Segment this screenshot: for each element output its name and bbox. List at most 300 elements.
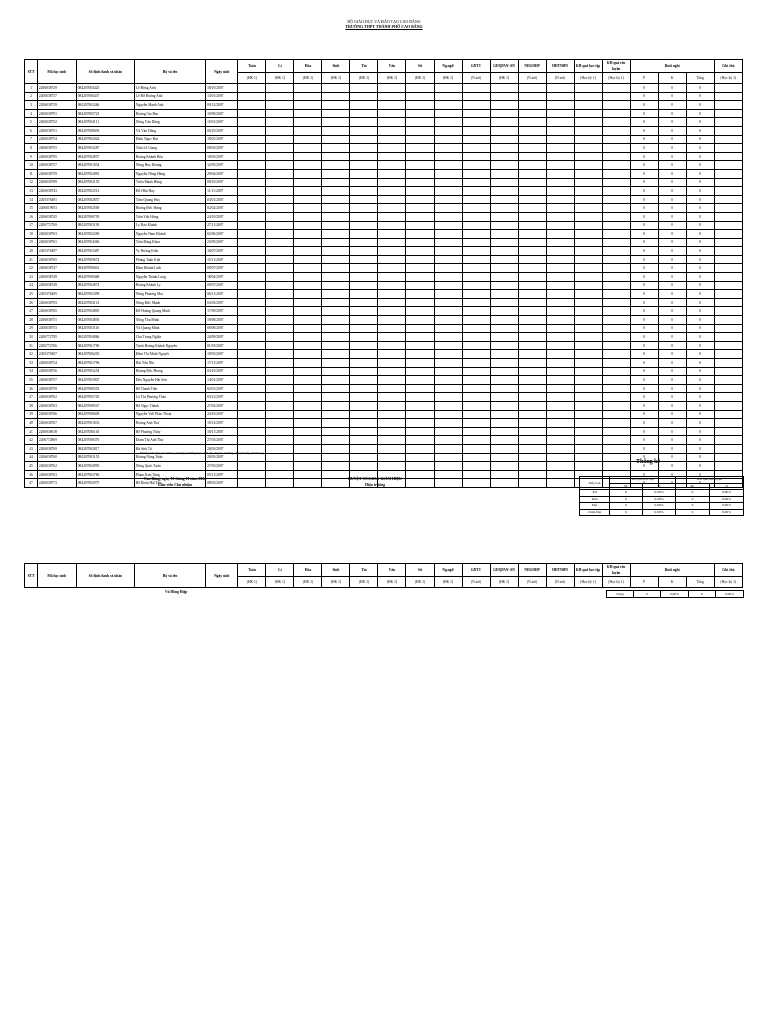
cell-stt: 33 (25, 359, 38, 368)
cell-score (602, 230, 630, 239)
cell-score (266, 316, 294, 325)
cell-score (350, 92, 378, 101)
cell-score (294, 359, 322, 368)
cell-note (714, 462, 742, 471)
cell-score (350, 393, 378, 402)
cell-score (294, 118, 322, 127)
cell-score (574, 238, 602, 247)
cell-score (266, 376, 294, 385)
cell-score (378, 341, 406, 350)
cell-score (546, 204, 574, 213)
cell-note (714, 298, 742, 307)
cell-score (574, 118, 602, 127)
cell-score (378, 126, 406, 135)
cell-score (490, 118, 518, 127)
cell-stt: 36 (25, 384, 38, 393)
cell-absent-k: 0 (658, 367, 686, 376)
cell-score (434, 144, 462, 153)
table-row (25, 359, 743, 368)
cell-stt: 45 (25, 462, 38, 471)
cell-personal-id: 084207004866 (76, 333, 134, 342)
cell-score (378, 144, 406, 153)
cell-score (462, 135, 490, 144)
cell-absent-k: 0 (658, 307, 686, 316)
cell-student-id: 2206038767 (37, 419, 76, 428)
cell-score (574, 221, 602, 230)
cell-score (490, 230, 518, 239)
cell-score (602, 118, 630, 127)
cell-score (350, 384, 378, 393)
col-subject: Lí (266, 564, 294, 577)
cell-score (462, 444, 490, 453)
cell-score (350, 401, 378, 410)
cell-score (322, 298, 350, 307)
cell-score (462, 333, 490, 342)
cell-score (266, 410, 294, 419)
cell-score (266, 195, 294, 204)
cell-full-name: Trần Đăng Khoa (134, 238, 205, 247)
cell-absent-p: 0 (630, 298, 658, 307)
cell-score (378, 221, 406, 230)
cell-score (294, 135, 322, 144)
cell-score (434, 427, 462, 436)
cell-full-name: Đỗ Hữu Huy (134, 187, 205, 196)
cell-score (238, 470, 266, 479)
cell-absent-p: 0 (630, 109, 658, 118)
stats-p2: 0.00% (710, 496, 744, 503)
cell-absent-k: 0 (658, 273, 686, 282)
cell-birthdate: 16/07/2007 (206, 247, 238, 256)
cell-absent-p: 0 (630, 264, 658, 273)
cell-score (518, 410, 546, 419)
table-row (25, 281, 743, 290)
cell-note (714, 316, 742, 325)
cell-stt: 38 (25, 401, 38, 410)
cell-absent-k: 0 (658, 410, 686, 419)
col-student-id: Mã học sinh (37, 564, 76, 588)
cell-absent-p: 0 (630, 255, 658, 264)
cell-score (518, 195, 546, 204)
col-personal-id: Số định danh cá nhân (76, 60, 134, 84)
cell-score (490, 92, 518, 101)
cell-full-name: Nguyễn Nam Khánh (134, 230, 205, 239)
cell-score (462, 204, 490, 213)
cell-birthdate: 19/01/2007 (206, 135, 238, 144)
cell-stt: 5 (25, 118, 38, 127)
table-row (25, 436, 743, 445)
cell-score (602, 84, 630, 93)
cell-score (266, 101, 294, 110)
cell-score (546, 101, 574, 110)
cell-score (294, 264, 322, 273)
cell-note (714, 444, 742, 453)
cell-score (574, 350, 602, 359)
cell-score (518, 350, 546, 359)
cell-score (322, 307, 350, 316)
cell-score (378, 427, 406, 436)
cell-score (350, 187, 378, 196)
cell-absent-k: 0 (658, 350, 686, 359)
cell-score (518, 384, 546, 393)
cell-score (490, 221, 518, 230)
cell-score (322, 393, 350, 402)
cell-personal-id: 084207002817 (76, 444, 134, 453)
cell-score (322, 324, 350, 333)
cell-personal-id: 084207006163 (76, 427, 134, 436)
cell-score (546, 264, 574, 273)
cell-score (294, 230, 322, 239)
cell-score (294, 436, 322, 445)
col-subject-term: (HK 1) (378, 73, 406, 84)
cell-personal-id: 084207002569 (76, 204, 134, 213)
cell-absent-p: 0 (630, 273, 658, 282)
cell-score (434, 453, 462, 462)
col-subject-term: (N.xét) (546, 73, 574, 84)
cell-score (546, 410, 574, 419)
cell-absent-p: 0 (630, 230, 658, 239)
cell-absent-p: 0 (630, 427, 658, 436)
cell-score (434, 444, 462, 453)
cell-score (546, 255, 574, 264)
cell-full-name: Lý Bảo Khánh (134, 221, 205, 230)
cell-score (266, 169, 294, 178)
cell-birthdate: 19/12/2007 (206, 419, 238, 428)
cell-score (518, 419, 546, 428)
cell-score (294, 247, 322, 256)
cell-score (266, 384, 294, 393)
cell-score (574, 384, 602, 393)
cell-score (322, 152, 350, 161)
cell-score (378, 384, 406, 393)
cell-score (518, 427, 546, 436)
table-row (25, 333, 743, 342)
cell-score (322, 101, 350, 110)
cell-score (266, 436, 294, 445)
cell-note (714, 126, 742, 135)
cell-score (350, 298, 378, 307)
cell-personal-id: 084207001796 (76, 359, 134, 368)
ministry-title: BỘ GIÁO DỤC VÀ ĐÀO TẠO CAO BẰNG (347, 19, 421, 24)
cell-score (602, 273, 630, 282)
cell-score (378, 101, 406, 110)
table-row (25, 187, 743, 196)
col-subject: Văn (378, 60, 406, 73)
cell-birthdate: 17/09/2007 (206, 307, 238, 316)
cell-score (294, 298, 322, 307)
cell-note (714, 135, 742, 144)
cell-score (266, 273, 294, 282)
cell-score (294, 341, 322, 350)
cell-score (574, 247, 602, 256)
col-subject-term: (HK 1) (238, 73, 266, 84)
cell-score (350, 281, 378, 290)
cell-score (266, 255, 294, 264)
cell-score (238, 255, 266, 264)
cell-score (350, 109, 378, 118)
cell-student-id: 2205376491 (37, 195, 76, 204)
cell-score (322, 333, 350, 342)
cell-score (378, 316, 406, 325)
cell-score (546, 290, 574, 299)
cell-score (490, 367, 518, 376)
cell-stt: 40 (25, 419, 38, 428)
cell-note (714, 187, 742, 196)
cell-full-name: Hoàng Anh Thư (134, 419, 205, 428)
cell-score (462, 255, 490, 264)
cell-score (350, 221, 378, 230)
cell-score (322, 367, 350, 376)
stats-p2: 0.00% (710, 490, 744, 497)
cell-score (294, 410, 322, 419)
cell-score (518, 109, 546, 118)
cell-stt: 30 (25, 333, 38, 342)
cell-score (490, 212, 518, 221)
col-note: Ghi chú (714, 564, 742, 577)
cell-score (322, 144, 350, 153)
cell-stt: 15 (25, 204, 38, 213)
cell-score (322, 204, 350, 213)
cell-full-name: Trần Việt Hưng (134, 212, 205, 221)
cell-score (434, 384, 462, 393)
cell-absent-total: 0 (686, 290, 714, 299)
cell-score (434, 281, 462, 290)
cell-note (714, 350, 742, 359)
cell-score (462, 367, 490, 376)
cell-score (574, 109, 602, 118)
cell-score (462, 84, 490, 93)
cell-absent-p: 0 (630, 479, 658, 488)
cell-absent-total: 0 (686, 135, 714, 144)
cell-score (294, 92, 322, 101)
cell-score (602, 161, 630, 170)
cell-score (574, 178, 602, 187)
cell-score (350, 427, 378, 436)
cell-absent-total: 0 (686, 84, 714, 93)
cell-personal-id: 084207003193 (76, 221, 134, 230)
cell-personal-id: 084207002881 (76, 169, 134, 178)
cell-absent-total: 0 (686, 144, 714, 153)
col-subject: Tin (350, 564, 378, 577)
cell-score (462, 324, 490, 333)
cell-personal-id: 084207006795 (76, 212, 134, 221)
cell-score (518, 341, 546, 350)
cell-absent-total: 0 (686, 212, 714, 221)
cell-score (266, 470, 294, 479)
cell-score (490, 453, 518, 462)
cell-note (714, 307, 742, 316)
cell-score (350, 255, 378, 264)
cell-student-id: 2206038754 (37, 135, 76, 144)
cell-absent-total: 0 (686, 341, 714, 350)
cell-score (574, 144, 602, 153)
cell-absent-total: 0 (686, 453, 714, 462)
cell-score (518, 307, 546, 316)
cell-absent-total: 0 (686, 410, 714, 419)
cell-note (714, 376, 742, 385)
cell-absent-p: 0 (630, 393, 658, 402)
cell-score (518, 401, 546, 410)
cell-stt: 4 (25, 109, 38, 118)
cell-full-name: Đàm Khánh Linh (134, 264, 205, 273)
cell-full-name: Hoàng Gia Bảo (134, 109, 205, 118)
cell-score (462, 126, 490, 135)
cell-note (714, 401, 742, 410)
cell-absent-p: 0 (630, 367, 658, 376)
col-subject: Ng.ngữ (434, 60, 462, 73)
cell-note (714, 230, 742, 239)
cell-absent-p: 0 (630, 419, 658, 428)
cell-score (518, 376, 546, 385)
cell-absent-p: 0 (630, 126, 658, 135)
cell-score (294, 453, 322, 462)
cell-score (434, 187, 462, 196)
cell-score (434, 84, 462, 93)
cell-score (406, 436, 434, 445)
cell-score (546, 221, 574, 230)
cell-absent-total: 0 (686, 178, 714, 187)
table-row (25, 307, 743, 316)
table-row (25, 273, 743, 282)
cell-score (490, 84, 518, 93)
cell-score (378, 109, 406, 118)
cell-student-id: 2206038751 (37, 126, 76, 135)
cell-score (462, 152, 490, 161)
cell-note (714, 101, 742, 110)
cell-score (546, 126, 574, 135)
cell-score (378, 376, 406, 385)
cell-score (238, 384, 266, 393)
cell-absent-k: 0 (658, 290, 686, 299)
cell-personal-id: 084207008468 (76, 273, 134, 282)
cell-score (322, 247, 350, 256)
cell-score (574, 273, 602, 282)
cell-stt: 19 (25, 238, 38, 247)
cell-personal-id: 084207003907 (76, 376, 134, 385)
cell-score (574, 401, 602, 410)
col-subject-term: (Học kỳ 1) (574, 577, 602, 588)
cell-score (490, 169, 518, 178)
cell-stt: 44 (25, 453, 38, 462)
cell-personal-id: 084207005723 (76, 109, 134, 118)
cell-absent-k: 0 (658, 187, 686, 196)
stats-sl2: 0 (676, 490, 710, 497)
cell-score (322, 341, 350, 350)
cell-score (322, 84, 350, 93)
cell-score (294, 479, 322, 488)
cell-score (378, 307, 406, 316)
stats-p1: 0.00% (643, 496, 676, 503)
cell-personal-id: 084307006841 (76, 264, 134, 273)
cell-score (490, 195, 518, 204)
cell-score (518, 118, 546, 127)
cell-score (602, 419, 630, 428)
cell-absent-p: 0 (630, 444, 658, 453)
cell-note (714, 367, 742, 376)
cell-student-id: 2206038753 (37, 324, 76, 333)
board-title: DUYỆT CỦA BAN GIÁM HIỆU (348, 477, 402, 481)
cell-absent-p: 0 (630, 169, 658, 178)
cell-personal-id: 084207006203 (76, 350, 134, 359)
cell-student-id: 2206038743 (37, 187, 76, 196)
cell-score (490, 144, 518, 153)
cell-score (322, 427, 350, 436)
cell-score (294, 367, 322, 376)
cell-student-id: 2206772766 (37, 341, 76, 350)
cell-score (434, 255, 462, 264)
cell-score (266, 230, 294, 239)
cell-absent-k: 0 (658, 419, 686, 428)
cell-note (714, 393, 742, 402)
cell-score (266, 298, 294, 307)
cell-score (378, 238, 406, 247)
cell-personal-id: 084207002857 (76, 195, 134, 204)
cell-score (350, 341, 378, 350)
cell-score (378, 393, 406, 402)
cell-personal-id: 084207003287 (76, 144, 134, 153)
cell-score (434, 118, 462, 127)
cell-note (714, 264, 742, 273)
cell-score (350, 161, 378, 170)
cell-stt: 25 (25, 290, 38, 299)
cell-score (518, 462, 546, 471)
cell-score (602, 238, 630, 247)
cell-absent-total: 0 (686, 101, 714, 110)
cell-score (294, 273, 322, 282)
cell-personal-id: 084207008547 (76, 401, 134, 410)
cell-score (518, 178, 546, 187)
cell-score (434, 135, 462, 144)
table-row (25, 126, 743, 135)
cell-score (546, 144, 574, 153)
cell-absent-p: 0 (630, 152, 658, 161)
cell-student-id: 2206038760 (37, 453, 76, 462)
cell-absent-p: 0 (630, 359, 658, 368)
cell-score (546, 376, 574, 385)
cell-absent-p: 0 (630, 376, 658, 385)
cell-full-name: Bế Phương Thúy (134, 427, 205, 436)
cell-student-id: 2206038747 (37, 264, 76, 273)
cell-score (546, 436, 574, 445)
cell-birthdate: 09/08/2007 (206, 324, 238, 333)
cell-score (266, 453, 294, 462)
cell-score (266, 204, 294, 213)
col-subject-term: (HK 1) (490, 577, 518, 588)
cell-score (518, 204, 546, 213)
table-row (25, 230, 743, 239)
list-note: Danh sách này có: 47 học sinh (kể những học sinh đã chuyển trường, chuyển lớp, thôi học) (140, 451, 264, 455)
cell-score (322, 419, 350, 428)
cell-score (294, 144, 322, 153)
cell-score (462, 341, 490, 350)
stats-label: Đạt (580, 503, 610, 510)
table-row (25, 324, 743, 333)
cell-student-id: 2206038737 (37, 92, 76, 101)
cell-score (462, 281, 490, 290)
cell-absent-p: 0 (630, 84, 658, 93)
cell-score (602, 453, 630, 462)
cell-score (266, 152, 294, 161)
stats-table (579, 476, 744, 516)
cell-score (462, 178, 490, 187)
table-row (25, 384, 743, 393)
cell-student-id: 2206038763 (37, 230, 76, 239)
cell-score (350, 410, 378, 419)
cell-score (574, 281, 602, 290)
cell-score (378, 195, 406, 204)
cell-birthdate: 03/03/2007 (206, 298, 238, 307)
cell-score (238, 126, 266, 135)
cell-score (602, 410, 630, 419)
